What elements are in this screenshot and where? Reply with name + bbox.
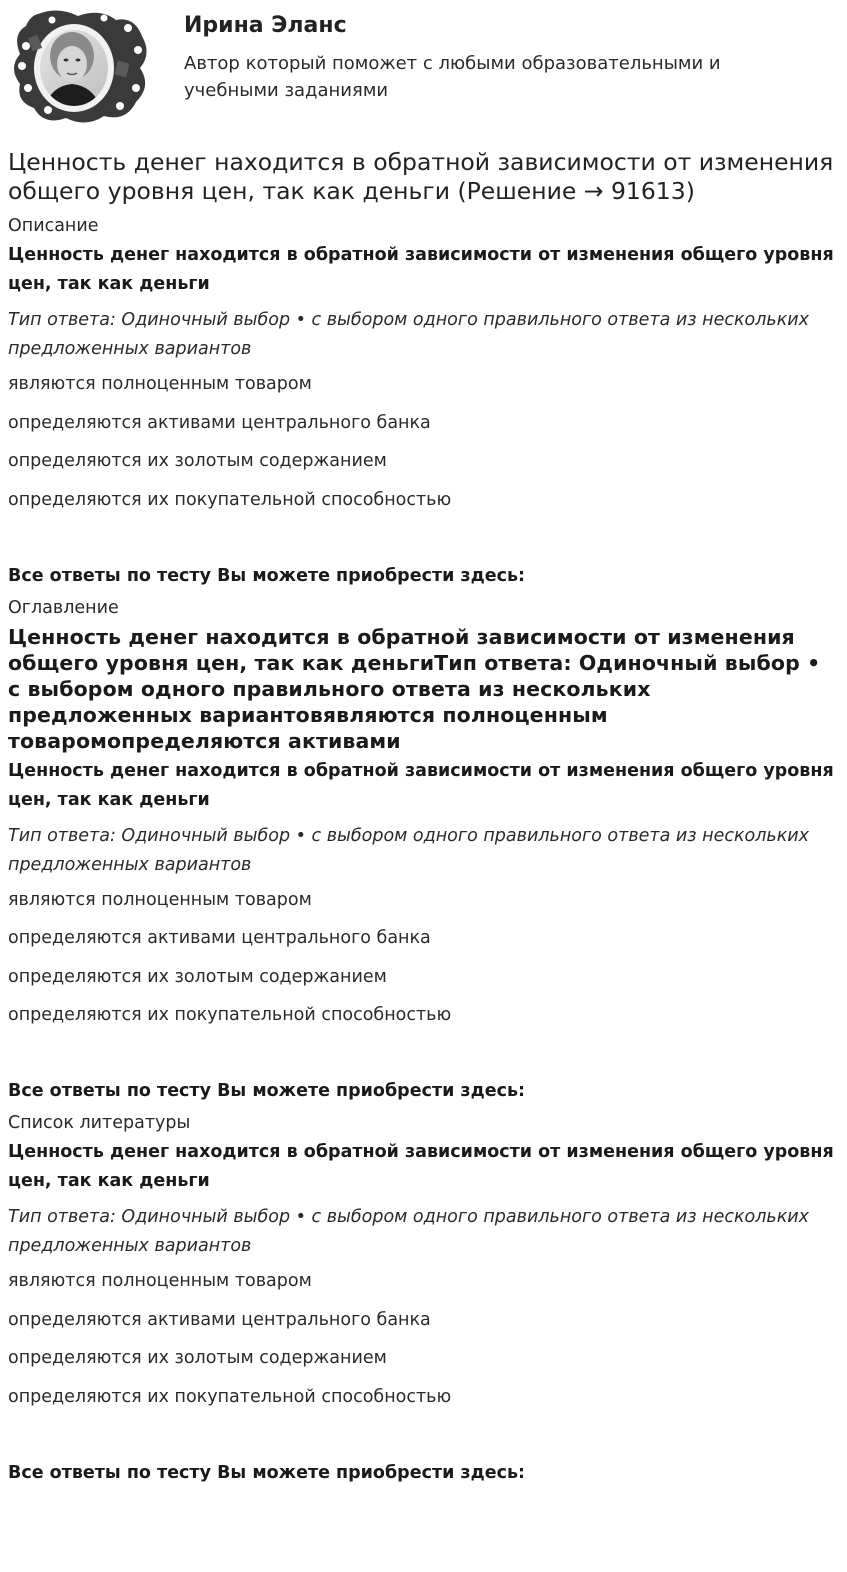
option-item: определяются их покупательной способностью [8,489,452,510]
description-section [8,214,839,588]
page-title: Ценность денег находится в обратной зависимости от изменения общего уровня цен, так как деньги (Решение → 91613) [8,148,834,205]
answer-type: Тип ответа: Одиночный выбор • с выбором одного правильного ответа из нескольких предложенных вариантов [8,1207,810,1256]
question-text: Ценность денег находится в обратной зависимости от изменения общего уровня цен, так как деньги [8,245,834,294]
option-item: являются полноценным товаром [8,374,312,394]
options-list [8,1269,839,1409]
all-answers-link[interactable]: Все ответы по тесту Вы можете приобрести здесь: [8,1462,526,1483]
option-item: определяются их золотым содержанием [8,451,387,471]
option-item: определяются активами центрального банка [8,928,431,948]
option-item: определяются их покупательной способностью [8,1005,452,1025]
option-item: являются полноценным товаром [8,1271,312,1291]
author-header [8,0,839,128]
all-answers-link[interactable]: Все ответы по тесту Вы можете приобрести здесь: [8,1081,526,1101]
literature-label: Список литературы [8,1113,191,1133]
answer-type: Тип ответа: Одиночный выбор • с выбором одного правильного ответа из нескольких предложенных вариантов [8,310,810,359]
option-item: являются полноценным товаром [8,889,312,910]
toc-heading: Ценность денег находится в обратной зависимости от изменения общего уровня цен, так как деньгиТип ответа: Одиночный выбор • с выбором одного правильного ответа из нескольких предложенных вариантовявляются полноценным товаромопределяются активами [8,624,821,753]
question-text: Ценность денег находится в обратной зависимости от изменения общего уровня цен, так как деньги [8,1142,834,1191]
answer-type: Тип ответа: Одиночный выбор • с выбором одного правильного ответа из нескольких предложенных вариантов [8,825,810,875]
author-name[interactable]: Ирина Эланс [184,13,347,38]
toc-label: Оглавление [8,597,119,618]
author-description: Автор который поможет с любыми образовательными и учебными заданиями [184,53,721,101]
options-list [8,888,839,1028]
page-content [8,0,839,1485]
description-label: Описание [8,216,99,236]
avatar-film-frame-image [8,6,150,126]
option-item: определяются их покупательной способностью [8,1386,452,1407]
option-item: определяются активами центрального банка [8,412,431,433]
question-text: Ценность денег находится в обратной зависимости от изменения общего уровня цен, так как деньги [8,760,834,810]
option-item: определяются активами центрального банка [8,1309,431,1330]
avatar[interactable] [8,6,150,126]
options-list [8,372,839,512]
all-answers-link[interactable]: Все ответы по тесту Вы можете приобрести здесь: [8,565,526,586]
option-item: определяются их золотым содержанием [8,966,387,987]
literature-section [8,1111,839,1485]
option-item: определяются их золотым содержанием [8,1348,387,1368]
toc-section [8,596,839,1104]
